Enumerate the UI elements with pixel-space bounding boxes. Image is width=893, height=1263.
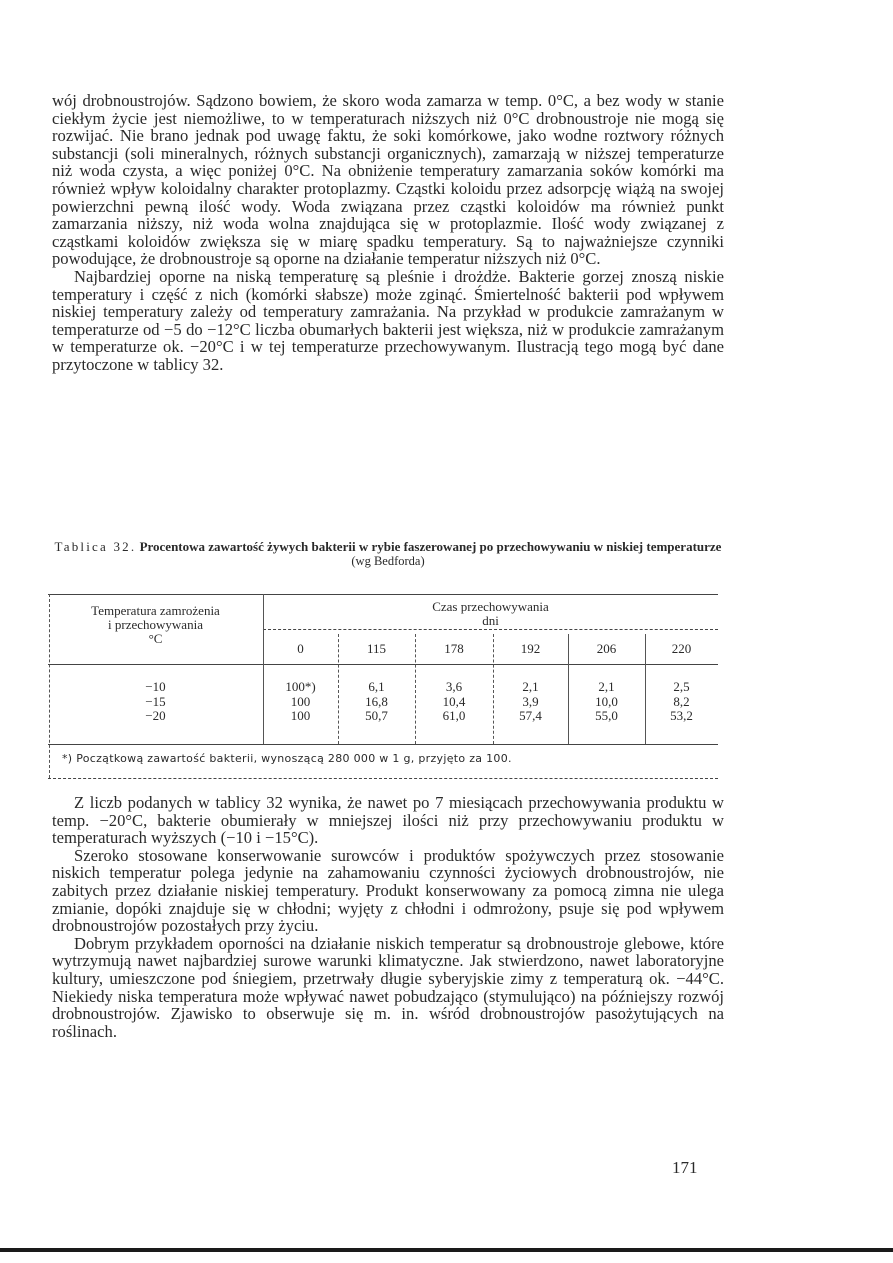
table-caption: [52, 539, 724, 569]
scan-edge: [0, 1248, 893, 1252]
paragraph: Dobrym przykładem oporności na działanie niskich temperatur są drobnoustroje glebowe, które wytrzymują nawet najbardziej surowe warunki klimatyczne. Jak stwierdzono, nawet laboratoryjne kultury, umieszczone pod śniegiem, przetrwały długie syberyjskie zimy z temperaturą ok. −44°C. Niekiedy niska temperatura może wpływać nawet pobudzająco (stymulująco) na późniejszy rozwój drobnoustrojów. Zjawisko to obserwuje się m. in. wśród drobnoustrojów pasożytujących na roślinach.: [52, 933, 724, 1041]
table-rule: [48, 778, 718, 779]
paragraph: Z liczb podanych w tablicy 32 wynika, że nawet po 7 miesiącach przechowywania produktu w temp. −20°C, bakterie obumierały w mniejszej ilości niż przy przechowywaniu produktu w temperaturach wyższych (−10 i −15°C).: [52, 793, 724, 848]
data-column: [645, 680, 718, 724]
data-column: [415, 680, 493, 724]
data-column: [568, 680, 645, 724]
column-header: 220: [671, 641, 692, 656]
column-header: 206: [596, 641, 617, 656]
table-cell: 3,6: [445, 679, 463, 694]
table-cell: −10: [145, 679, 166, 694]
table-rule: [48, 664, 718, 665]
body-text-top: [52, 92, 724, 374]
table-title: Procentowa zawartość żywych bakterii w rybie faszerowanej po przechowywaniu w niskiej temperaturze: [139, 539, 722, 554]
column-header: 0: [297, 641, 304, 656]
table-source: (wg Bedforda): [351, 554, 425, 568]
table-cell: 2,1: [598, 679, 615, 694]
column-header: 115: [366, 641, 387, 656]
data-column: [493, 680, 568, 724]
row-header: Temperatura zamrożenia i przechowywania °C: [91, 603, 220, 646]
table-cell: 16,8: [365, 693, 388, 709]
table-cell: −20: [145, 708, 166, 723]
column-header: 192: [520, 641, 541, 656]
table-cell: 100: [290, 693, 311, 709]
table-cell: −15: [145, 693, 166, 709]
table-cell: 53,2: [670, 708, 693, 723]
table-cell: 10,4: [442, 693, 466, 709]
data-column: [263, 680, 338, 724]
table-cell: 3,9: [522, 693, 539, 709]
table-cell: 6,1: [368, 679, 385, 694]
table-rule: [263, 629, 718, 630]
data-column: [338, 680, 415, 724]
table-cell: 2,1: [522, 679, 539, 694]
table-cell: 55,0: [595, 708, 618, 723]
group-header: Czas przechowywania dni: [432, 599, 549, 628]
column-header: 178: [444, 641, 464, 656]
paragraph: wój drobnoustrojów. Sądzono bowiem, że skoro woda zamarza w temp. 0°C, a bez wody w stanie ciekłym życie jest niemożliwe, to w temperaturach niższych niż 0°C drobnoustroje nie mogą się rozwijać. Nie brano jednak pod uwagę faktu, że soki komórkowe, jako wodne roztwory różnych substancji (soli mineralnych, różnych substancji organicznych), zamarzają w niższej temperaturze niż woda czysta, a więc poniżej 0°C. Na obniżenie temperatury zamarzania soków komórki ma również wpływ koloidalny charakter protoplazmy. Cząstki koloidu przez adsorpcję wiążą na swojej powierzchni pewną ilość wody. Woda związana przez cząstki koloidów ma również punkt zamarzania niższy, niż woda wolna znajdująca się w protoplazmie. Ilość wody związanej z cząstkami koloidów zwiększa się w miarę spadku temperatury. Są to najważniejsze czynniki powodujące, że drobnoustroje są oporne na działanie temperatur niższych niż 0°C.: [52, 91, 724, 269]
page-number: 171: [672, 1158, 698, 1177]
table-footnote: *) Początkową zawartość bakterii, wynoszącą 280 000 w 1 g, przyjęto za 100.: [62, 752, 512, 765]
table-cell: 57,4: [519, 708, 542, 723]
table-rule: [48, 594, 718, 595]
table-cell: 10,0: [595, 693, 618, 709]
data-table: [48, 594, 718, 781]
table-cell: 100: [290, 708, 311, 723]
table-cell: 100*): [285, 679, 316, 694]
table-rule: [48, 744, 718, 745]
table-cell: 2,5: [673, 679, 690, 694]
paragraph: Najbardziej oporne na niską temperaturę są pleśnie i drożdże. Bakterie gorzej znoszą niskie temperatury i część z nich (komórki słabsze) może zginąć. Śmiertelność bakterii pod wpływem niskiej temperatury zależy od temperatury zamrażania. Na przykład w produkcie zamrażanym w temperaturze od −5 do −12°C liczba obumarłych bakterii jest większa, niż w produkcie zamrażanym w temperaturze ok. −20°C i w tej temperaturze przechowywanym. Ilustracją tego mogą być dane przytoczone w tablicy 32.: [52, 266, 724, 374]
paragraph: Szeroko stosowane konserwowanie surowców i produktów spożywczych przez stosowanie niskich temperatur polega jedynie na zahamowaniu czynności życiowych drobnoustrojów, nie zabitych przez działanie niskiej temperatury. Produkt konserwowany za pomocą zimna nie ulega zmianie, dopóki znajduje się w chłodni; wyjęty z chłodni i odmrożony, psuje się pod wpływem drobnoustrojów pozostałych przy życiu.: [52, 845, 724, 936]
temperature-column: [48, 680, 263, 724]
table-cell: 50,7: [365, 708, 388, 723]
body-text-bottom: [52, 794, 724, 1040]
table-cell: 61,0: [442, 708, 466, 723]
table-label: Tablica 32.: [54, 539, 137, 554]
table-cell: 8,2: [673, 693, 690, 709]
